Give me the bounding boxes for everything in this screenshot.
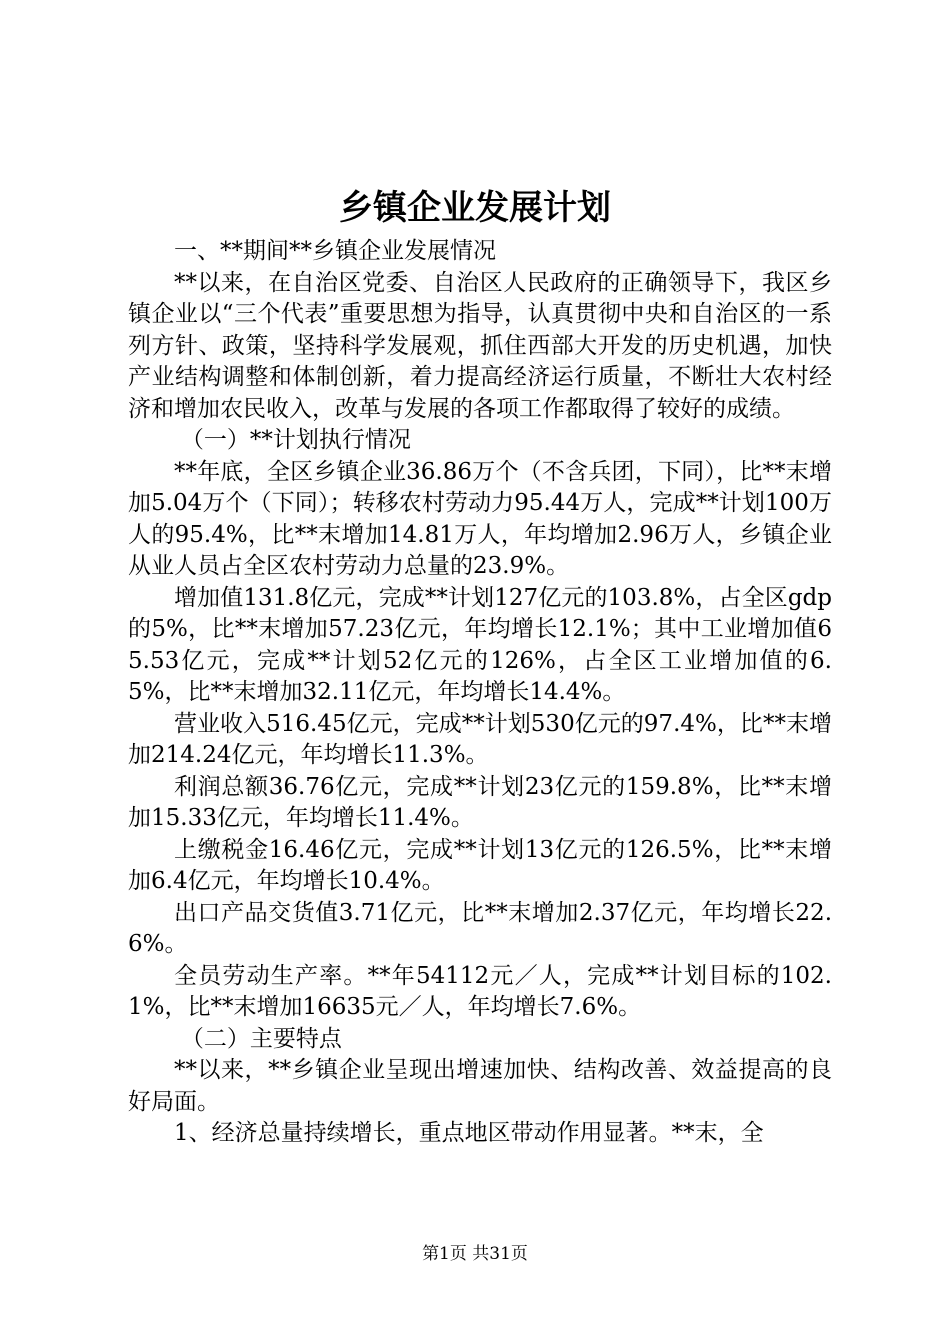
document-title: 乡镇企业发展计划 bbox=[339, 188, 611, 228]
document-body bbox=[128, 236, 832, 1150]
body-paragraph: 1、经济总量持续增长，重点地区带动作用显著。**末，全 bbox=[174, 1120, 764, 1146]
body-paragraph: **年底，全区乡镇企业36.86万个（不含兵团，下同），比**末增加5.04万个（下同）；转移农村劳动力95.44万人，完成**计划100万人的95.4%，比**末增加14.81万人，年均增加2.96万人，乡镇企业从业人员占全区农村劳动力总量的23.9%。 bbox=[128, 458, 832, 579]
body-paragraph: 出口产品交货值3.71亿元，比**末增加2.37亿元，年均增长22.6%。 bbox=[128, 899, 832, 957]
body-paragraph: **以来，**乡镇企业呈现出增速加快、结构改善、效益提高的良好局面。 bbox=[128, 1057, 832, 1115]
body-paragraph: **以来，在自治区党委、自治区人民政府的正确领导下，我区乡镇企业以“三个代表”重要思想为指导，认真贯彻中央和自治区的一系列方针、政策，坚持科学发展观，抓住西部大开发的历史机遇，加快产业结构调整和体制创新，着力提高经济运行质量，不断壮大农村经济和增加农民收入，改革与发展的各项工作都取得了较好的成绩。 bbox=[128, 269, 832, 422]
body-paragraph: 全员劳动生产率。**年54112元／人，完成**计划目标的102.1%，比**末增加16635元／人，年均增长7.6%。 bbox=[128, 962, 832, 1020]
body-paragraph: 利润总额36.76亿元，完成**计划23亿元的159.8%，比**末增加15.33亿元，年均增长11.4%。 bbox=[128, 773, 832, 831]
section-heading: 一、**期间**乡镇企业发展情况 bbox=[174, 238, 496, 264]
subsection-heading: （一）**计划执行情况 bbox=[180, 427, 411, 453]
page-footer: 第1页 共31页 bbox=[422, 1244, 528, 1264]
subsection-heading: （二）主要特点 bbox=[180, 1025, 342, 1052]
body-paragraph: 增加值131.8亿元，完成**计划127亿元的103.8%，占全区gdp的5%，比**末增加57.23亿元，年均增长12.1%；其中工业增加值65.53亿元，完成**计划52亿元的126%，占全区工业增加值的6.5%，比**末增加32.11亿元，年均增长14.4%。 bbox=[128, 584, 832, 705]
body-paragraph: 营业收入516.45亿元，完成**计划530亿元的97.4%，比**末增加214.24亿元，年均增长11.3%。 bbox=[128, 710, 832, 768]
body-paragraph: 上缴税金16.46亿元，完成**计划13亿元的126.5%，比**末增加6.4亿元，年均增长10.4%。 bbox=[128, 836, 832, 894]
